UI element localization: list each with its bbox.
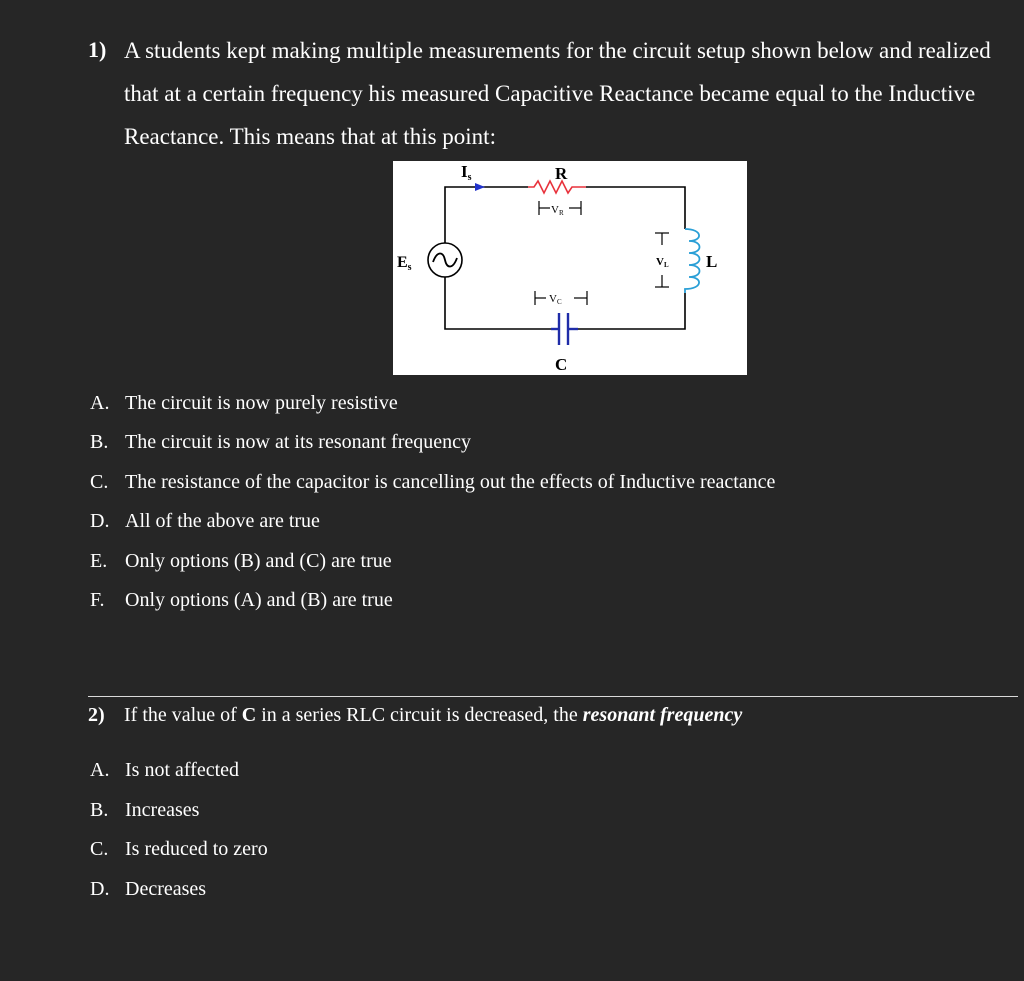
option-letter: F. <box>90 589 105 611</box>
option-text: Decreases <box>125 878 207 900</box>
option-text: The circuit is now purely resistive <box>125 392 398 414</box>
option-letter: D. <box>90 878 110 900</box>
option-letter: C. <box>90 838 109 860</box>
rlc-circuit-diagram <box>393 161 747 375</box>
option-text: Only options (B) and (C) are true <box>125 550 392 572</box>
q2-text-before: If the value of <box>124 704 242 726</box>
current-arrow <box>475 183 485 191</box>
q2-text-bold-italic: resonant frequency <box>582 704 743 726</box>
option-text: Is not affected <box>125 759 240 781</box>
current-label: Is <box>461 162 472 183</box>
option-letter: B. <box>90 431 109 453</box>
vc-label: VC <box>549 293 562 306</box>
circuit-wires <box>445 187 685 329</box>
option-text: The resistance of the capacitor is cancelling out the effects of Inductive reactance <box>125 471 776 493</box>
option-text: All of the above are true <box>125 510 320 532</box>
option-text: Increases <box>125 799 200 821</box>
option-letter: B. <box>90 799 109 821</box>
inductor-label: L <box>706 252 718 271</box>
option-text: The circuit is now at its resonant frequency <box>125 431 471 453</box>
vl-label: VL <box>656 256 669 269</box>
q2-text-middle: in a series RLC circuit is decreased, the <box>256 704 583 726</box>
q2-text-bold: C <box>241 704 257 726</box>
question-1-number: 1) <box>88 37 107 62</box>
resistor-label: R <box>555 164 568 183</box>
question-2-number: 2) <box>88 704 105 726</box>
option-letter: C. <box>90 471 109 493</box>
source-label: Es <box>397 254 412 273</box>
vr-label: VR <box>551 204 564 217</box>
option-text: Is reduced to zero <box>125 838 268 860</box>
option-letter: A. <box>90 392 110 414</box>
option-letter: A. <box>90 759 110 781</box>
option-text: Only options (A) and (B) are true <box>125 589 393 611</box>
question-1-text: A students kept making multiple measurements for the circuit setup shown below and realized that at a certain frequency his measured Capacitive Reactance became equal to the Inductive Reactance. This means that at this point: <box>124 38 991 149</box>
ac-source-symbol <box>428 243 462 277</box>
option-letter: E. <box>90 550 108 572</box>
section-divider <box>88 696 1018 697</box>
capacitor-label: C <box>555 355 568 374</box>
inductor-symbol <box>685 229 700 293</box>
capacitor-symbol <box>551 313 578 345</box>
option-letter: D. <box>90 510 110 532</box>
question-2-text <box>124 702 742 728</box>
